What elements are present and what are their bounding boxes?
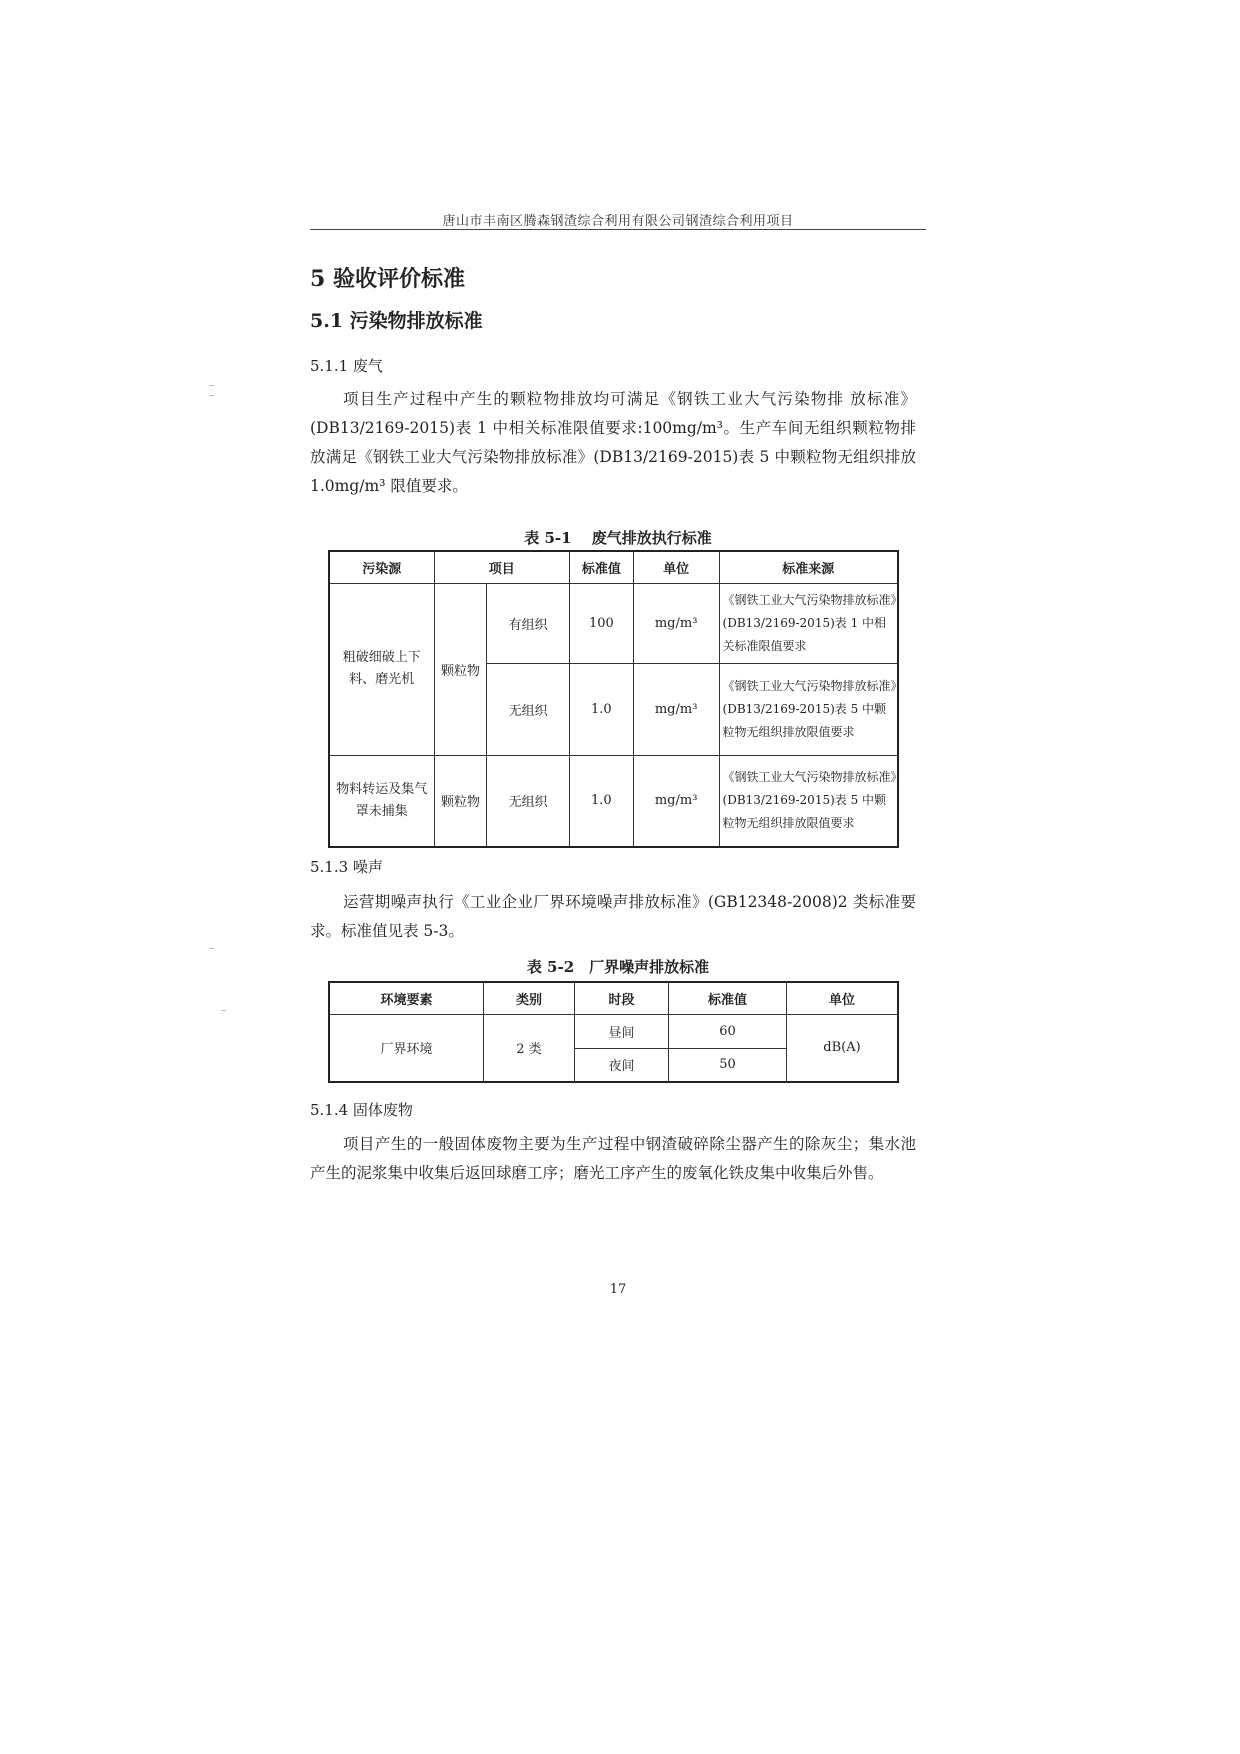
value-cell: 50 (669, 1048, 787, 1082)
scan-mark (221, 1010, 226, 1011)
value-cell: 60 (669, 1014, 787, 1048)
source-cell: 粗破细破上下料、磨光机 (329, 583, 434, 755)
col-header: 环境要素 (329, 982, 484, 1014)
paragraph-exhaust: 项目生产过程中产生的颗粒物排放均可满足《钢铁工业大气污染物排 放标准》(DB13/2169-2015)表 1 中相关标准限值要求:100mg/m³。生产车间无组织颗粒物排放满足《钢铁工业大气污染物排放标准》(DB13/2169-2015)表 5 中颗粒物无组织排放 1.0mg/m³ 限值要求。 (310, 390, 916, 495)
standard-source-cell: 《钢铁工业大气污染物排放标准》(DB13/2169-2015)表 5 中颗 粒物无组织排放限值要求 (719, 755, 898, 847)
paragraph-noise: 运营期噪声执行《工业企业厂界环境噪声排放标准》(GB12348-2008)2 类标准要求。标准值见表 5-3。 (310, 893, 916, 940)
value-cell: 100 (569, 583, 633, 663)
standard-source-cell: 《钢铁工业大气污染物排放标准》(DB13/2169-2015)表 5 中颗 粒物无组织排放限值要求 (719, 663, 898, 755)
subsection-title: 5.1 污染物排放标准 (310, 310, 483, 332)
period-cell: 昼间 (575, 1014, 669, 1048)
unit-cell: mg/m³ (633, 663, 719, 755)
pollutant-cell: 颗粒物 (434, 755, 487, 847)
table-5-2-caption: 表 5-2 厂界噪声排放标准 (526, 958, 710, 976)
unit-cell: dB(A) (787, 1014, 899, 1082)
scan-mark (209, 385, 214, 386)
value-cell: 1.0 (569, 663, 633, 755)
table-5-1-caption: 表 5-1 废气排放执行标准 (524, 529, 712, 547)
section-title: 5 验收评价标准 (310, 266, 465, 292)
source-cell: 物料转运及集气罩未捕集 (329, 755, 434, 847)
col-header: 标准值 (669, 982, 787, 1014)
col-header: 类别 (484, 982, 575, 1014)
page-number: 17 (609, 1282, 627, 1297)
standard-source-cell: 《钢铁工业大气污染物排放标准》(DB13/2169-2015)表 1 中相关标准限值要求 (719, 583, 898, 663)
col-header: 标准来源 (719, 551, 898, 583)
noise-standard-table (328, 981, 899, 1083)
col-header: 单位 (633, 551, 719, 583)
header-rule (310, 229, 926, 230)
type-cell: 无组织 (487, 755, 570, 847)
paragraph-solid-waste: 项目产生的一般固体废物主要为生产过程中钢渣破碎除尘器产生的除灰尘；集水池产生的泥浆集中收集后返回球磨工序；磨光工序产生的废氧化铁皮集中收集后外售。 (310, 1135, 916, 1182)
category-cell: 2 类 (484, 1014, 575, 1082)
type-cell: 有组织 (487, 583, 570, 663)
heading-5-1-3: 5.1.3 噪声 (310, 858, 383, 876)
col-header: 污染源 (329, 551, 434, 583)
col-header: 时段 (575, 982, 669, 1014)
scan-mark (209, 948, 214, 949)
scan-mark (209, 395, 214, 396)
unit-cell: mg/m³ (633, 583, 719, 663)
running-header: 唐山市丰南区腾森钢渣综合利用有限公司钢渣综合利用项目 (442, 214, 794, 229)
heading-5-1-1: 5.1.1 废气 (310, 357, 383, 375)
element-cell: 厂界环境 (329, 1014, 484, 1082)
unit-cell: mg/m³ (633, 755, 719, 847)
pollutant-cell: 颗粒物 (434, 583, 487, 755)
exhaust-standard-table (328, 550, 899, 848)
col-header: 单位 (787, 982, 899, 1014)
col-header: 标准值 (569, 551, 633, 583)
period-cell: 夜间 (575, 1048, 669, 1082)
col-header: 项目 (434, 551, 569, 583)
type-cell: 无组织 (487, 663, 570, 755)
value-cell: 1.0 (569, 755, 633, 847)
heading-5-1-4: 5.1.4 固体废物 (310, 1101, 413, 1119)
